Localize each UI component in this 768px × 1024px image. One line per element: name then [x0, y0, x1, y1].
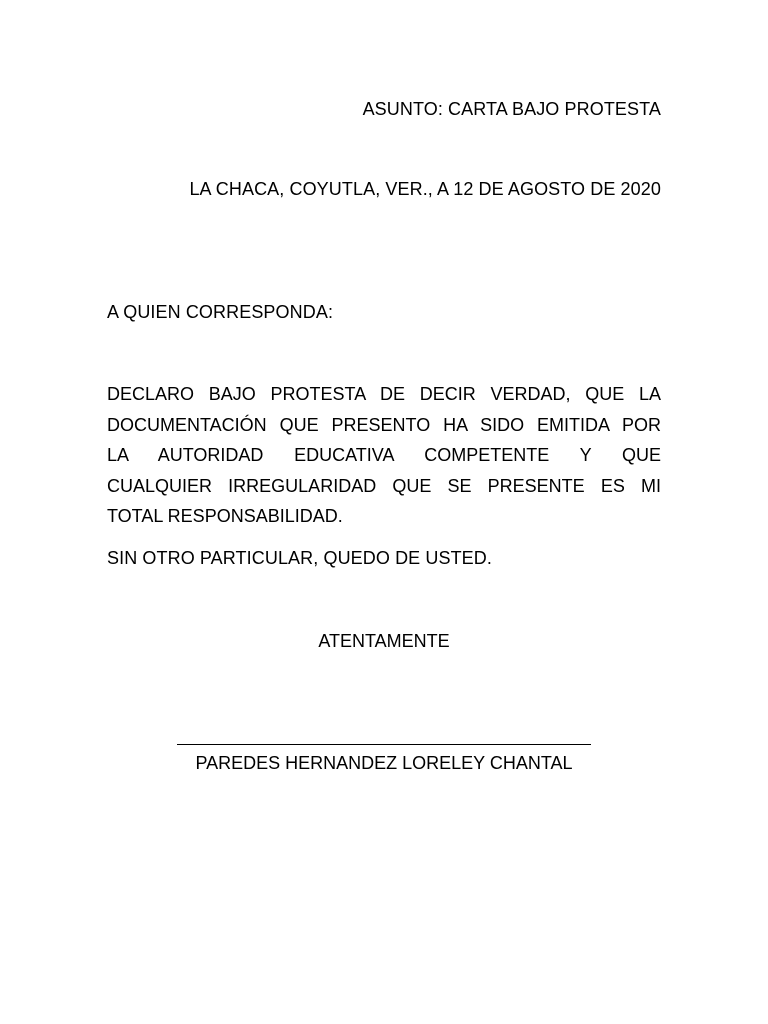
declaration-paragraph: [107, 379, 661, 532]
farewell: ATENTAMENTE: [318, 631, 450, 651]
closing-line: SIN OTRO PARTICULAR, QUEDO DE USTED.: [107, 548, 492, 568]
subject-line: ASUNTO: CARTA BAJO PROTESTA: [362, 99, 661, 119]
salutation: A QUIEN CORRESPONDA:: [107, 302, 334, 322]
paragraph-line: LA AUTORIDAD EDUCATIVA COMPETENTE Y QUE: [107, 445, 661, 465]
paragraph-line: TOTAL RESPONSABILIDAD.: [107, 506, 343, 526]
signer-name: PAREDES HERNANDEZ LORELEY CHANTAL: [195, 753, 573, 773]
place-date-line: LA CHACA, COYUTLA, VER., A 12 DE AGOSTO DE 2020: [189, 179, 661, 199]
paragraph-line: DOCUMENTACIÓN QUE PRESENTO HA SIDO EMITIDA POR: [107, 414, 661, 435]
signature-line: [177, 744, 591, 745]
paragraph-line: CUALQUIER IRREGULARIDAD QUE SE PRESENTE ES MI: [107, 475, 661, 496]
paragraph-line: DECLARO BAJO PROTESTA DE DECIR VERDAD, QUE LA: [107, 384, 661, 404]
